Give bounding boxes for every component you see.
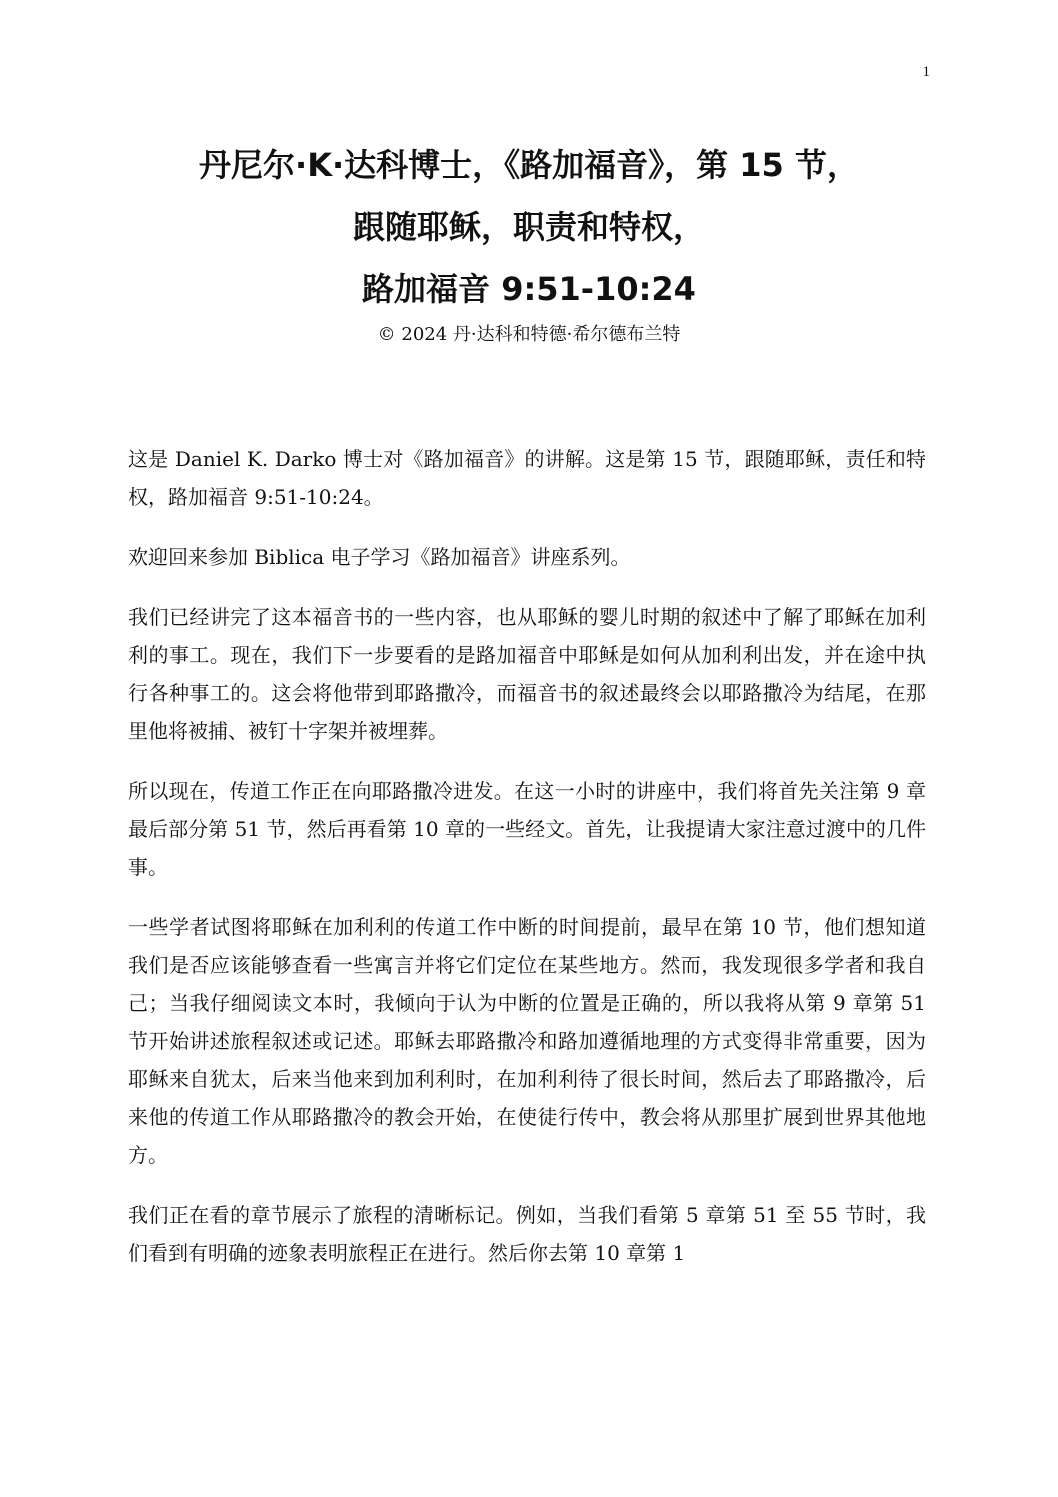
body-text <box>128 440 926 1294</box>
paragraph-overview: 我们已经讲完了这本福音书的一些内容，也从耶稣的婴儿时期的叙述中了解了耶稣在加利利的事工。现在，我们下一步要看的是路加福音中耶稣是如何从加利利出发，并在途中执行各种事工的。这会将他带到耶路撒冷，而福音书的叙述最终会以耶路撒冷为结尾，在那里他将被捕、被钉十字架并被埋葬。 <box>128 605 926 743</box>
paragraph-focus: 所以现在，传道工作正在向耶路撒冷进发。在这一小时的讲座中，我们将首先关注第 9 章最后部分第 51 节，然后再看第 10 章的一些经文。首先，让我提请大家注意过渡中的几件事。 <box>128 779 926 879</box>
document-scripture-reference: 路加福音 9:51-10:24 <box>362 270 696 308</box>
paragraph-welcome: 欢迎回来参加 Biblica 电子学习《路加福音》讲座系列。 <box>128 545 631 569</box>
paragraph-scholars: 一些学者试图将耶稣在加利利的传道工作中断的时间提前，最早在第 10 节，他们想知道我们是否应该能够查看一些寓言并将它们定位在某些地方。然而，我发现很多学者和我自己；当我仔细阅读文本时，我倾向于认为中断的位置是正确的，所以我将从第 9 章第 51 节开始讲述旅程叙述或记述。耶稣去耶路撒冷和路加遵循地理的方式变得非常重要，因为耶稣来自犹太，后来当他来到加利利时，在加利利待了很长时间，然后去了耶路撒冷，后来他的传道工作从耶路撒冷的教会开始，在使徒行传中，教会将从那里扩展到世界其他地方。 <box>128 915 926 1167</box>
document-title: 丹尼尔·K·达科博士，《路加福音》，第 15 节， <box>199 146 859 184</box>
page-number: 1 <box>922 64 930 80</box>
document-subtitle: 跟随耶稣，职责和特权， <box>352 208 705 246</box>
title-block <box>130 134 928 350</box>
copyright-notice: © 2024 丹·达科和特德·希尔德布兰特 <box>377 324 681 345</box>
paragraph-intro: 这是 Daniel K. Darko 博士对《路加福音》的讲解。这是第 15 节，跟随耶稣，责任和特权，路加福音 9:51-10:24。 <box>128 447 926 509</box>
paragraph-markers: 我们正在看的章节展示了旅程的清晰标记。例如，当我们看第 5 章第 51 至 55 节时，我们看到有明确的迹象表明旅程正在进行。然后你去第 10 章第 1 <box>128 1203 926 1265</box>
